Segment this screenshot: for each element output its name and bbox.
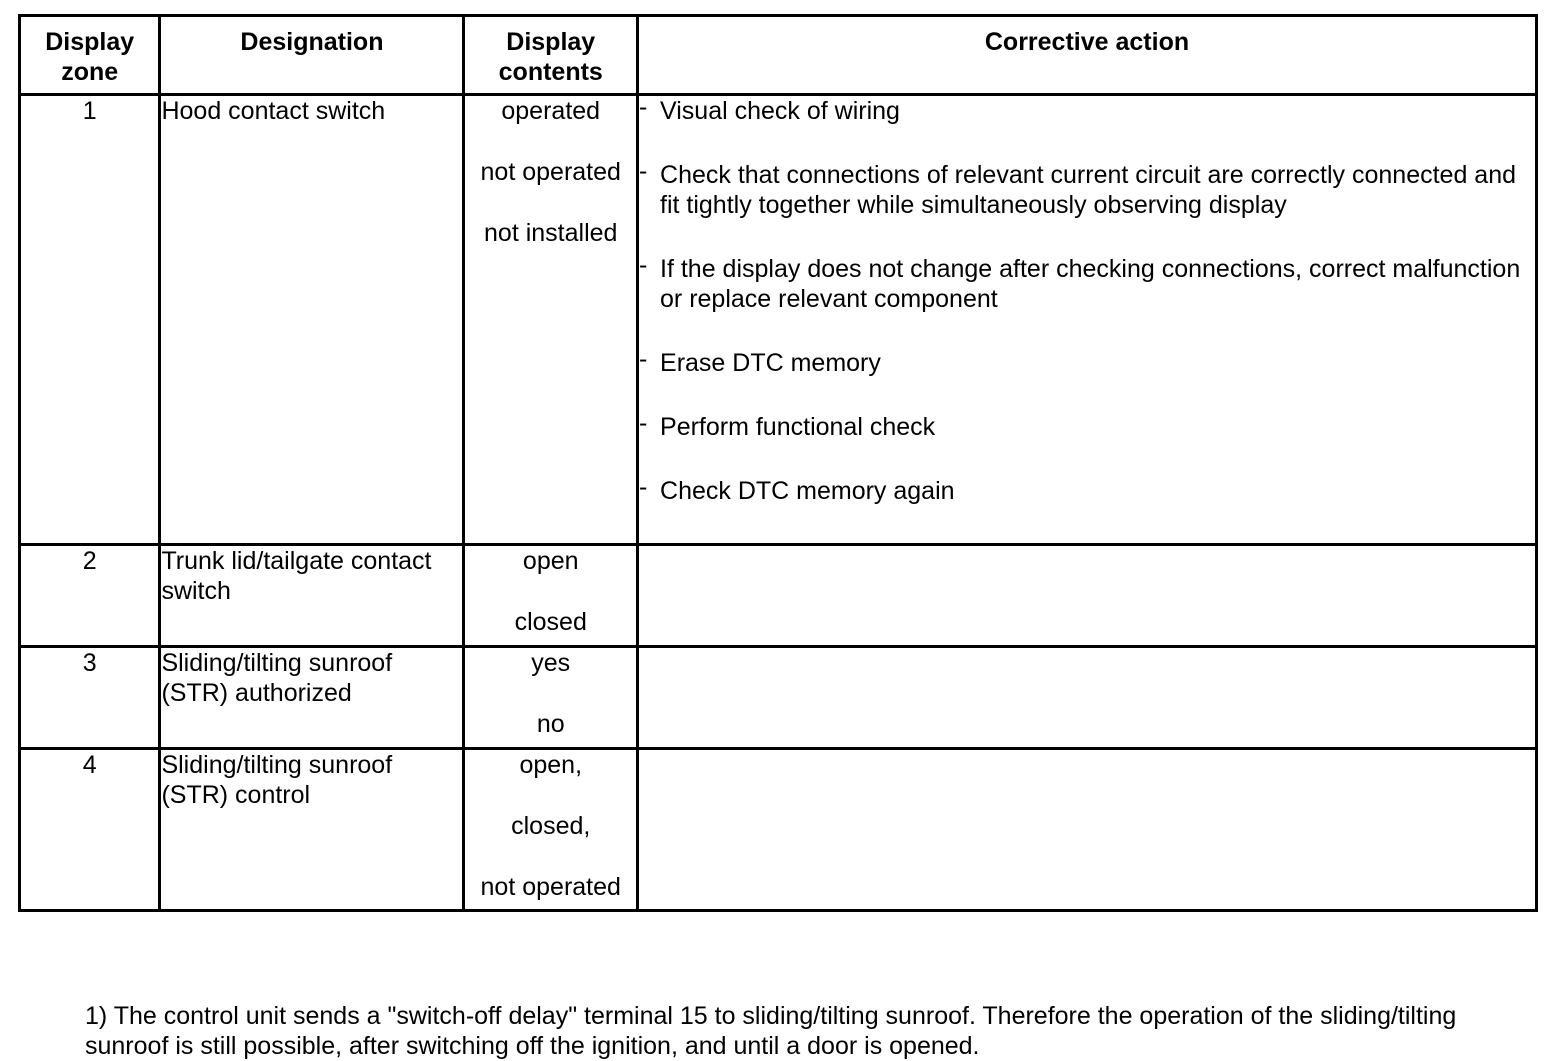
action-text: Erase DTC memory [660, 349, 881, 377]
cell-display-zone: 1 [20, 95, 160, 545]
cell-display-zone: 3 [20, 647, 160, 749]
table-row [20, 95, 1537, 545]
table-row [20, 647, 1537, 749]
content-value: open [522, 547, 579, 575]
diagnosis-table [18, 14, 1538, 912]
action-text: If the display does not change after checking connections, correct malfunction or replace relevant component [660, 255, 1521, 313]
corrective-action-list [639, 93, 1535, 506]
cell-corrective-action [638, 545, 1537, 647]
content-value: not installed [484, 219, 618, 247]
action-item [639, 251, 1535, 314]
cell-corrective-action [638, 749, 1537, 911]
header-corrective-action: Corrective action [638, 16, 1537, 95]
table-row [20, 545, 1537, 647]
cell-display-zone: 2 [20, 545, 160, 647]
cell-corrective-action [638, 647, 1537, 749]
cell-display-contents [464, 647, 638, 749]
header-display-contents: Display contents [464, 16, 638, 95]
content-value: operated [501, 97, 601, 125]
dash-bullet: - [639, 409, 648, 437]
cell-designation: Trunk lid/tailgate contact switch [160, 545, 464, 647]
content-value: not operated [480, 158, 621, 186]
action-text: Perform functional check [660, 413, 936, 441]
content-value: open, [519, 751, 583, 779]
table-row [20, 749, 1537, 911]
cell-display-contents [464, 95, 638, 545]
cell-designation: Sliding/tilting sunroof (STR) authorized [160, 647, 464, 749]
action-text: Visual check of wiring [660, 97, 900, 125]
action-item [639, 157, 1535, 220]
dash-bullet: - [639, 157, 648, 185]
cell-designation: Sliding/tilting sunroof (STR) control [160, 749, 464, 911]
header-row [20, 16, 1537, 95]
action-item [639, 93, 1535, 126]
cell-designation: Hood contact switch [160, 95, 464, 545]
cell-display-contents [464, 749, 638, 911]
dash-bullet: - [639, 251, 648, 279]
content-value: closed, [511, 812, 591, 840]
content-value: not operated [480, 873, 621, 901]
dash-bullet: - [639, 93, 648, 121]
action-item [639, 473, 1535, 506]
content-value: yes [531, 649, 571, 677]
footnote: 1) The control unit sends a "switch-off delay" terminal 15 to sliding/tilting sunroof. Therefore the operation of the sliding/tilting sunroof is still possible, after switching off the ignition, and until a door is opened. [85, 1002, 1457, 1060]
dash-bullet: - [639, 345, 648, 373]
cell-corrective-action [638, 95, 1537, 545]
action-text: Check DTC memory again [660, 477, 955, 505]
content-value: no [536, 710, 565, 738]
cell-display-contents [464, 545, 638, 647]
header-display-zone: Display zone [20, 16, 160, 95]
cell-display-zone: 4 [20, 749, 160, 911]
action-text: Check that connections of relevant current circuit are correctly connected and fit tightly together while simultaneously observing display [660, 161, 1517, 219]
dash-bullet: - [639, 473, 648, 501]
content-value: closed [514, 608, 587, 636]
action-item [639, 345, 1535, 378]
action-item [639, 409, 1535, 442]
header-designation: Designation [160, 16, 464, 95]
